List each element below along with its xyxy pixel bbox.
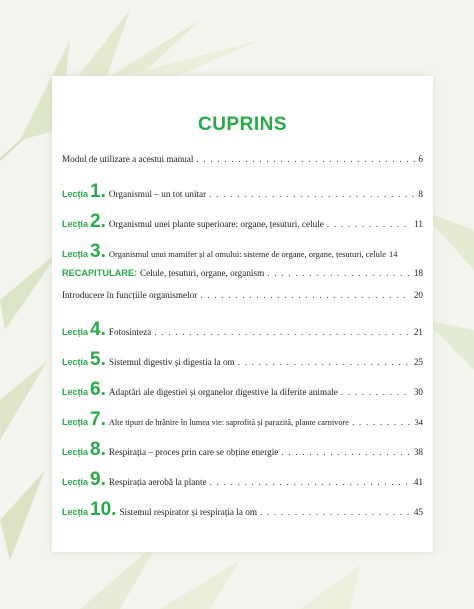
entry-title: Organismul unui mamifer și al omului: sisteme de organe, organe, țesuturi, celule — [108, 249, 387, 259]
recap-label: RECAPITULARE: — [62, 268, 138, 278]
dot-leader — [196, 154, 415, 164]
dot-leader — [238, 357, 411, 367]
toc-entry-manual[interactable] — [62, 154, 423, 164]
entry-page: 45 — [413, 507, 423, 517]
lesson-label: Lecția 9. — [62, 469, 106, 490]
dot-leader — [327, 219, 411, 229]
dot-leader — [260, 507, 411, 517]
entry-title: Modul de utilizare a acestui manual — [62, 154, 194, 164]
entry-page: 20 — [413, 290, 423, 300]
entry-title: Organismul unei plante superioare: organe, țesuturi, celule — [108, 219, 324, 229]
entry-page: 11 — [414, 219, 423, 229]
toc-entry-recap[interactable] — [62, 268, 423, 278]
entry-page: 8 — [418, 189, 423, 199]
toc-entry-intro[interactable] — [62, 290, 423, 300]
lesson-label: Lecția 3. — [62, 241, 106, 262]
lesson-label: Lecția 8. — [62, 439, 106, 460]
lesson-label: Lecția 7. — [62, 409, 106, 430]
lesson-label: Lecția 5. — [62, 349, 106, 370]
lesson-label: Lecția 1. — [62, 181, 106, 202]
dot-leader — [200, 290, 411, 300]
entry-title: Organismul – un tot unitar — [108, 189, 207, 199]
dot-leader — [210, 477, 411, 487]
toc-entry-lesson-8[interactable] — [62, 440, 423, 459]
toc-entry-lesson-9[interactable] — [62, 470, 423, 489]
lesson-label: Lecția 2. — [62, 211, 106, 232]
toc-entry-lesson-4[interactable] — [62, 320, 423, 339]
entry-title: Celule, țesuturi, organe, organism — [140, 268, 265, 278]
toc-entry-lesson-1[interactable] — [62, 182, 423, 201]
entry-title: Adaptări ale digestiei și organelor digestive la diferite animale — [108, 387, 338, 397]
entry-page: 38 — [413, 447, 423, 457]
entry-title: Sistemul digestiv și digestia la om — [108, 357, 235, 367]
toc-entry-lesson-2[interactable] — [62, 212, 423, 231]
lesson-label: Lecția 10. — [62, 499, 117, 520]
entry-title: Respirația – proces prin care se obține energie — [108, 447, 279, 457]
dot-leader — [352, 417, 412, 427]
dot-leader — [267, 268, 411, 278]
entry-title: Alte tipuri de hrănire în lumea vie: saprofită și parazită, plante carnivore — [108, 418, 349, 427]
entry-title: Introducere în funcțiile organismelor — [62, 290, 198, 300]
entry-page: 14 — [389, 249, 398, 259]
dot-leader — [154, 327, 411, 337]
entry-page: 6 — [418, 154, 423, 164]
entry-page: 30 — [413, 387, 423, 397]
toc-entry-lesson-7[interactable] — [62, 410, 423, 429]
page-title: CUPRINS — [197, 114, 287, 135]
lesson-label: Lecția 4. — [62, 319, 106, 340]
entry-page: 25 — [413, 357, 423, 367]
entry-page: 34 — [414, 417, 423, 427]
toc-entry-lesson-6[interactable] — [62, 380, 423, 399]
entry-page: 41 — [413, 477, 423, 487]
contents-panel — [52, 76, 433, 552]
entry-page: 18 — [413, 268, 423, 278]
entry-title: Sistemul respirator și respirația la om — [119, 507, 257, 517]
dot-leader — [209, 189, 415, 199]
lesson-label: Lecția 6. — [62, 379, 106, 400]
entry-page: 21 — [413, 327, 423, 337]
toc-entry-lesson-5[interactable] — [62, 350, 423, 369]
dot-leader — [341, 387, 411, 397]
toc-entry-lesson-3[interactable] — [62, 242, 423, 261]
entry-title: Fotosinteza — [108, 327, 152, 337]
entry-title: Respirația aerobă la plante — [108, 477, 207, 487]
toc-entry-lesson-10[interactable] — [62, 500, 423, 519]
dot-leader — [281, 447, 410, 457]
